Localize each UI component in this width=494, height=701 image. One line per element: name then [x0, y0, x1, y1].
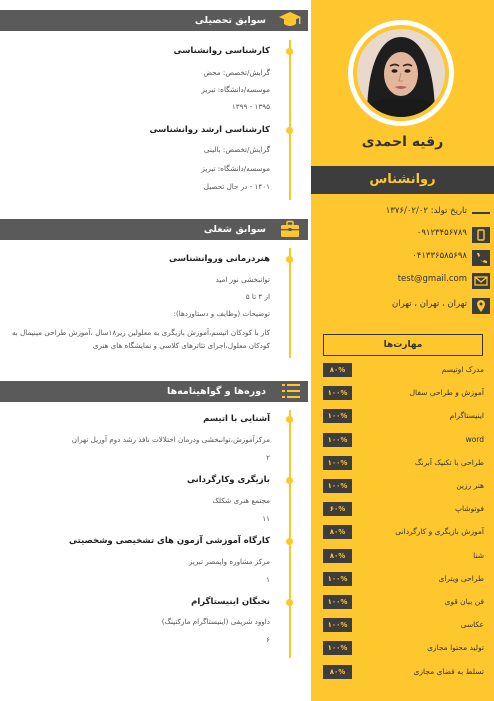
education-period: ۱۳۹۵ - ۱۳۹۹ — [231, 102, 270, 111]
work-header — [0, 219, 308, 240]
skill-row — [311, 663, 494, 683]
work-role: هنردرمانی وروانشناسی — [169, 254, 270, 264]
location-icon — [472, 298, 490, 314]
skill-row — [311, 616, 494, 636]
course-year: ۱ — [266, 575, 270, 584]
skill-label: word — [465, 434, 484, 444]
education-timeline — [289, 40, 291, 200]
skill-label: فوتوشاپ — [454, 504, 484, 514]
skill-level-badge: ۶۰% — [323, 502, 352, 516]
profile-photo-frame — [348, 20, 454, 126]
email-text: test@gmail.com — [397, 274, 467, 284]
skill-label: اینیستاگرام — [449, 411, 484, 421]
graduation-cap-icon — [278, 9, 302, 36]
education-school: موسسه/دانشگاه: تبریز — [201, 85, 270, 94]
skill-level-badge: ۸۰% — [323, 549, 352, 563]
skill-label: طراحی با تکنیک آبرنگ — [414, 457, 484, 467]
skill-level-badge: ۱۰۰% — [323, 595, 352, 609]
course-org: مرکز مشاوره وایمصر تبریز — [188, 557, 270, 566]
phone-text: ۰۴۱۳۳۶۵۸۵۶۹۸ — [412, 251, 467, 261]
skill-row — [311, 407, 494, 427]
skill-row — [311, 454, 494, 474]
education-period: ۱۴۰۱ - در حال تحصیل — [203, 182, 270, 191]
timeline-dot — [286, 477, 293, 484]
course-name: بازیگری وکارگردانی — [186, 475, 270, 485]
skill-row — [311, 477, 494, 497]
profile-photo — [357, 29, 445, 117]
timeline-dot — [286, 127, 293, 134]
skill-label: فن بیان قوی — [444, 597, 484, 606]
mobile-icon — [472, 227, 490, 243]
phone-row — [311, 247, 494, 269]
courses-header — [0, 381, 308, 402]
work-description-label: توضیحات (وظایف و دستاوردها): — [173, 309, 270, 318]
skill-row — [311, 547, 494, 567]
skill-level-badge: ۱۰۰% — [323, 433, 352, 447]
mobile-text: ۰۹۱۲۳۴۵۶۷۸۹ — [416, 228, 467, 238]
skill-label: تولید محتوا مجازی — [427, 643, 484, 653]
skill-level-badge: ۱۰۰% — [323, 456, 352, 470]
briefcase-icon — [279, 218, 301, 245]
list-icon — [280, 380, 302, 407]
skill-level-badge: ۱۰۰% — [323, 572, 352, 586]
timeline-dot — [286, 48, 293, 55]
skills-heading: مهارت‌ها — [323, 334, 483, 356]
skill-row — [311, 431, 494, 451]
education-field: گرایش/تخصص: بالینی — [203, 145, 270, 154]
work-place: توانبخشی نور امید — [215, 275, 270, 284]
skill-level-badge: ۱۰۰% — [323, 386, 352, 400]
course-org: مرکزآموزش،توانبخشی ودرمان اختلالات نافذ رشد دوم آوریل تهران — [71, 435, 270, 444]
work-timeline — [289, 248, 291, 358]
timeline-dot — [286, 538, 293, 545]
location-text: تهران ، تهران ، تهران — [391, 299, 467, 309]
skill-label: عکاسی — [460, 620, 484, 630]
skill-row — [311, 384, 494, 404]
education-school: موسسه/دانشگاه: تبریز — [201, 164, 270, 173]
skill-level-badge: ۸۰% — [323, 665, 352, 679]
course-year: ۱۱ — [262, 514, 270, 523]
skill-row — [311, 639, 494, 659]
skill-row — [311, 593, 494, 613]
work-description: کار با کودکان اتیسم،آموزش بازیگری به معلولین زیر۱۸سال ،آموزش طراحی مینیمال به کودکان معلول،اجرای تئاترهای کلاسی و نمایشگاه های هنری — [11, 328, 270, 350]
sidebar — [311, 0, 494, 701]
work-title: سوابق شغلی — [203, 224, 266, 235]
course-name: آشنایی با اتیسم — [203, 414, 270, 424]
timeline-dot — [286, 256, 293, 263]
work-period: از ۴ تا ۵ — [245, 292, 270, 301]
skill-label: آموزش و طراحی سفال — [409, 388, 484, 398]
timeline-dot — [286, 416, 293, 423]
course-name: کارگاه آموزشی آزمون های تشخیصی وشخصیتی — [69, 536, 270, 546]
skill-row — [311, 570, 494, 590]
dash-icon — [472, 205, 490, 221]
skill-level-badge: ۸۰% — [323, 525, 352, 539]
job-title: روانشناس — [311, 166, 494, 194]
skill-row — [311, 523, 494, 543]
skill-level-badge: ۸۰% — [323, 363, 352, 377]
skill-label: مدرک اوتیسم — [441, 365, 484, 374]
skill-label: آموزش بازیگری و کارگردانی — [395, 527, 484, 537]
education-degree: کارشناسی ارشد روانشناسی — [149, 125, 270, 135]
skill-level-badge: ۱۰۰% — [323, 618, 352, 632]
education-degree: کارشناسی روانشناسی — [173, 46, 270, 56]
birthdate-text: تاریخ تولد: ۱۳۷۶/۰۲/۰۲ — [385, 206, 467, 216]
skill-level-badge: ۱۰۰% — [323, 479, 352, 493]
education-field: گرایش/تخصص: محض — [203, 68, 270, 77]
phone-icon — [472, 250, 490, 266]
timeline-dot — [286, 599, 293, 606]
course-year: ۲ — [266, 453, 270, 462]
skill-row — [311, 361, 494, 381]
person-name: رقیه احمدی — [361, 134, 444, 150]
birthdate-row — [311, 202, 494, 224]
location-row — [311, 295, 494, 317]
skill-level-badge: ۱۰۰% — [323, 641, 352, 655]
skill-level-badge: ۱۰۰% — [323, 409, 352, 423]
email-row — [311, 270, 494, 292]
skill-label: هنر رزین — [456, 481, 484, 490]
skill-label: طراحی ویترای — [438, 573, 484, 583]
skill-label: شنا — [473, 550, 484, 560]
skill-row — [311, 500, 494, 520]
course-year: ۶ — [266, 635, 270, 644]
course-org: مجتمع هنری شکلک — [212, 496, 270, 505]
course-org: داوود شریفی (اینیستاگرام مارکتینگ) — [161, 617, 270, 626]
mobile-row — [311, 224, 494, 246]
education-title: سوابق تحصیلی — [194, 15, 266, 26]
courses-title: دوره‌ها و گواهینامه‌ها — [167, 386, 266, 397]
education-header — [0, 10, 308, 31]
skill-label: تسلط به فضای مجازی — [413, 666, 484, 676]
course-name: نخبگان اینیستاگرام — [191, 597, 270, 607]
courses-timeline — [289, 410, 291, 658]
email-icon — [472, 273, 490, 289]
